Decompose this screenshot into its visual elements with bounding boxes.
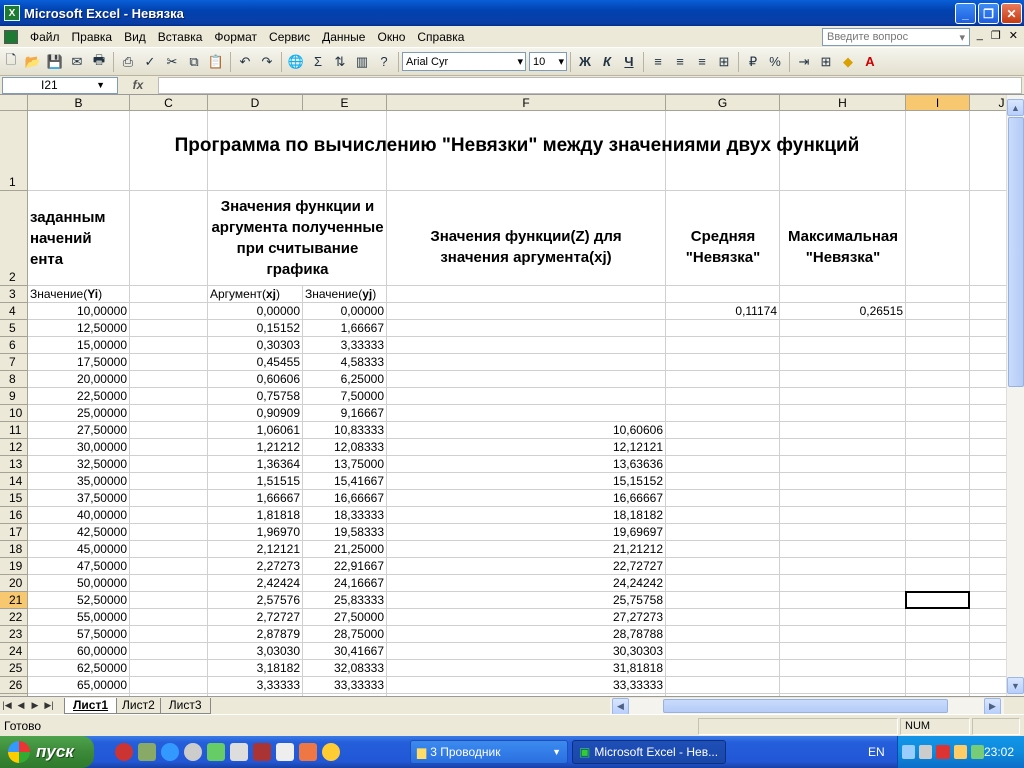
- indent-icon[interactable]: ⇥: [798, 53, 810, 69]
- data-cell[interactable]: 0,15152: [256, 321, 300, 335]
- row-header[interactable]: 8: [0, 371, 28, 388]
- sheet-tab-bar: [0, 696, 1024, 714]
- spelling-icon[interactable]: ✓: [144, 53, 156, 69]
- data-cell[interactable]: 2,72727: [256, 610, 300, 624]
- data-cell[interactable]: 0,45455: [256, 355, 300, 369]
- font-name-select[interactable]: [402, 52, 526, 71]
- underline-button[interactable]: Ч: [624, 54, 634, 69]
- help-icon[interactable]: ?: [380, 54, 388, 69]
- row-header[interactable]: 17: [0, 524, 28, 541]
- data-cell[interactable]: 31,81818: [612, 661, 663, 675]
- tray-app-icon[interactable]: [971, 745, 984, 759]
- row-header[interactable]: 26: [0, 677, 28, 694]
- volume-icon[interactable]: [954, 745, 967, 759]
- data-cell[interactable]: 1,66667: [340, 321, 384, 335]
- avg-residual-value[interactable]: 0,11174: [735, 304, 777, 318]
- data-cell[interactable]: 24,24242: [612, 576, 663, 590]
- name-box-value: I21: [41, 78, 58, 92]
- row-header[interactable]: 13: [0, 456, 28, 473]
- help-question-input[interactable]: [822, 28, 970, 46]
- bold-button[interactable]: Ж: [579, 54, 591, 69]
- data-cell[interactable]: 45,00000: [76, 542, 127, 556]
- data-cell[interactable]: 27,50000: [333, 610, 384, 624]
- menu-tools[interactable]: Сервис: [269, 29, 311, 44]
- header-graph-values: Значения функции и аргумента полученные при считывание графика: [211, 198, 384, 278]
- sheet-title: Программа по вычислению "Невязки" между значениями двух функций: [174, 135, 860, 156]
- formula-input[interactable]: [158, 77, 1022, 94]
- vertical-scroll-thumb[interactable]: [1008, 117, 1024, 387]
- data-cell[interactable]: 2,27273: [256, 559, 300, 573]
- network-icon[interactable]: [902, 745, 915, 759]
- doc-close-icon[interactable]: ✕: [1008, 30, 1018, 42]
- row-header[interactable]: 21: [0, 592, 28, 609]
- sheet-tab-1[interactable]: Лист1: [64, 698, 117, 714]
- menu-bar: [0, 26, 1024, 48]
- taskbar-excel-button[interactable]: [572, 740, 726, 764]
- copy-icon[interactable]: ⧉: [189, 53, 199, 69]
- column-header-h[interactable]: H: [780, 95, 906, 111]
- align-right-icon[interactable]: ≡: [698, 54, 706, 69]
- data-cell[interactable]: 30,00000: [76, 440, 127, 454]
- scroll-down-icon[interactable]: ▼: [1007, 677, 1024, 694]
- windows-taskbar: [0, 736, 1024, 768]
- scroll-up-icon[interactable]: ▲: [1007, 99, 1024, 116]
- data-cell[interactable]: 1,96970: [256, 525, 300, 539]
- first-sheet-icon[interactable]: |◀: [2, 700, 12, 710]
- menu-help[interactable]: Справка: [417, 29, 465, 44]
- data-cell[interactable]: 18,33333: [333, 508, 384, 522]
- row-header[interactable]: 25: [0, 660, 28, 677]
- data-cell[interactable]: 12,08333: [333, 440, 384, 454]
- undo-icon[interactable]: ↶: [239, 53, 251, 69]
- window-title: Microsoft Excel - Невязка: [24, 5, 184, 21]
- header-max-residual: Максимальная "Невязка": [787, 228, 899, 266]
- column-header-b[interactable]: B: [28, 95, 130, 111]
- merge-center-icon[interactable]: ⊞: [718, 53, 730, 69]
- horizontal-scroll-thumb[interactable]: [663, 699, 948, 713]
- menu-format[interactable]: Формат: [214, 29, 258, 44]
- minimize-button[interactable]: _: [955, 3, 976, 24]
- quicklaunch-app-icon[interactable]: [253, 743, 271, 761]
- quicklaunch-app-icon[interactable]: [207, 743, 225, 761]
- font-size-select[interactable]: [529, 52, 567, 71]
- start-button[interactable]: [0, 736, 94, 768]
- menu-file[interactable]: Файл: [30, 29, 60, 44]
- worksheet-grid[interactable]: [0, 95, 1006, 696]
- language-indicator[interactable]: EN: [868, 745, 885, 759]
- sheet-tab-3[interactable]: Лист3: [160, 698, 211, 714]
- windows-logo-icon: [8, 741, 30, 763]
- doc-minimize-icon[interactable]: _: [976, 29, 983, 41]
- data-cell[interactable]: 15,00000: [76, 338, 127, 352]
- prev-sheet-icon[interactable]: ◀: [17, 700, 25, 710]
- borders-icon[interactable]: ⊞: [820, 53, 832, 69]
- column-header-e[interactable]: E: [303, 95, 387, 111]
- data-cell[interactable]: 22,50000: [76, 389, 127, 403]
- row-header[interactable]: 14: [0, 473, 28, 490]
- autosum-icon[interactable]: Σ: [313, 54, 323, 69]
- doc-restore-icon[interactable]: ❐: [990, 30, 1001, 42]
- horizontal-scrollbar[interactable]: [610, 698, 1004, 714]
- data-cell[interactable]: 22,91667: [333, 559, 384, 573]
- taskbar-explorer-button[interactable]: [410, 740, 568, 764]
- data-cell[interactable]: 19,69697: [612, 525, 663, 539]
- paste-icon[interactable]: 📋: [207, 53, 225, 69]
- currency-icon[interactable]: ₽: [748, 53, 758, 69]
- folder-icon: ▆: [417, 745, 427, 759]
- row-header[interactable]: 4: [0, 303, 28, 320]
- data-cell[interactable]: 27,27273: [612, 610, 663, 624]
- row-header[interactable]: 7: [0, 354, 28, 371]
- help-placeholder: Введите вопрос: [827, 31, 909, 43]
- data-cell[interactable]: 13,75000: [333, 457, 384, 471]
- data-cell[interactable]: 7,50000: [340, 389, 384, 403]
- row-header[interactable]: 24: [0, 643, 28, 660]
- font-name-value: Arial Cyr: [406, 55, 449, 68]
- data-cell[interactable]: 16,66667: [333, 491, 384, 505]
- data-cell[interactable]: 0,00000: [256, 304, 300, 318]
- taskbar-explorer-label: 3 Проводник: [430, 745, 501, 759]
- data-cell[interactable]: 28,75000: [333, 627, 384, 641]
- scroll-right-icon[interactable]: ▶: [984, 698, 1001, 715]
- status-num: NUM: [900, 718, 970, 735]
- data-cell[interactable]: 37,50000: [76, 491, 127, 505]
- excel-icon: ▣: [579, 745, 591, 759]
- data-cell[interactable]: 24,16667: [333, 576, 384, 590]
- data-cell[interactable]: 60,00000: [76, 644, 127, 658]
- column-header-f[interactable]: F: [387, 95, 666, 111]
- column-header-g[interactable]: G: [666, 95, 780, 111]
- data-cell[interactable]: 27,50000: [76, 423, 127, 437]
- data-cell[interactable]: 3,03030: [256, 644, 300, 658]
- data-cell[interactable]: 3,18182: [256, 661, 300, 675]
- scroll-left-icon[interactable]: ◀: [612, 698, 629, 715]
- data-cell[interactable]: 15,41667: [333, 474, 384, 488]
- data-cell[interactable]: 50,00000: [76, 576, 127, 590]
- font-size-value: 10: [533, 55, 546, 68]
- data-cell[interactable]: 2,57576: [256, 593, 300, 607]
- quicklaunch-app-icon[interactable]: [230, 743, 248, 761]
- excel-app-icon[interactable]: X: [4, 5, 20, 21]
- data-cell[interactable]: 9,16667: [340, 406, 384, 420]
- new-icon[interactable]: 🗋: [5, 51, 17, 67]
- quicklaunch-ie-icon[interactable]: [161, 743, 179, 761]
- restore-button[interactable]: ❐: [978, 3, 999, 24]
- hyperlink-icon[interactable]: 🌐: [287, 53, 305, 69]
- last-sheet-icon[interactable]: ▶|: [44, 700, 54, 710]
- header-function-z: Значения функции(Z) для значения аргумента(xj): [430, 228, 622, 266]
- row-header[interactable]: 12: [0, 439, 28, 456]
- data-cell[interactable]: 25,83333: [333, 593, 384, 607]
- header-avg-residual: Средняя "Невязка": [685, 228, 761, 266]
- data-cell[interactable]: 15,15152: [612, 474, 663, 488]
- quicklaunch-app-icon[interactable]: [299, 743, 317, 761]
- data-cell[interactable]: 22,72727: [612, 559, 663, 573]
- chevron-down-icon: ▾: [517, 56, 523, 68]
- quicklaunch-opera-icon[interactable]: [115, 743, 133, 761]
- row-header[interactable]: 2: [0, 191, 28, 286]
- data-cell[interactable]: 0,60606: [256, 372, 300, 386]
- data-cell[interactable]: 3,33333: [340, 338, 384, 352]
- data-cell[interactable]: 25,75758: [612, 593, 663, 607]
- row-header[interactable]: 6: [0, 337, 28, 354]
- row-header[interactable]: 1: [0, 111, 28, 191]
- menu-edit[interactable]: Правка: [71, 29, 113, 44]
- data-cell[interactable]: 16,66667: [612, 491, 663, 505]
- data-cell[interactable]: 33,33333: [612, 678, 663, 692]
- workbook-icon[interactable]: [4, 30, 18, 44]
- menu-data[interactable]: Данные: [322, 29, 366, 44]
- system-tray: [897, 736, 1024, 768]
- row-header[interactable]: 23: [0, 626, 28, 643]
- max-residual-value[interactable]: 0,26515: [859, 304, 903, 318]
- select-all-corner[interactable]: [0, 95, 28, 111]
- subheader-argument-xj: Аргумент(xj): [210, 287, 280, 301]
- status-bar: [0, 714, 1024, 736]
- row-header[interactable]: 3: [0, 286, 28, 303]
- data-cell[interactable]: 1,51515: [256, 474, 300, 488]
- data-cell[interactable]: 20,00000: [76, 372, 127, 386]
- data-cell[interactable]: 62,50000: [76, 661, 127, 675]
- fill-color-icon[interactable]: ◆: [843, 53, 853, 69]
- align-left-icon[interactable]: ≡: [654, 54, 662, 69]
- data-cell[interactable]: 33,33333: [333, 678, 384, 692]
- permission-icon[interactable]: ✉: [71, 53, 83, 69]
- column-header-c[interactable]: C: [130, 95, 208, 111]
- tray-app-icon[interactable]: [936, 745, 949, 759]
- menu-insert[interactable]: Вставка: [157, 29, 203, 44]
- data-cell[interactable]: 0,00000: [340, 304, 384, 318]
- quicklaunch-media-icon[interactable]: [184, 743, 202, 761]
- column-header-d[interactable]: D: [208, 95, 303, 111]
- data-cell[interactable]: 18,18182: [612, 508, 663, 522]
- data-cell[interactable]: 40,00000: [76, 508, 127, 522]
- sort-icon[interactable]: ⇅: [334, 53, 346, 69]
- data-cell[interactable]: 4,58333: [340, 355, 384, 369]
- data-cell[interactable]: 1,81818: [256, 508, 300, 522]
- data-cell[interactable]: 21,25000: [333, 542, 384, 556]
- row-header[interactable]: 9: [0, 388, 28, 405]
- italic-button[interactable]: К: [603, 54, 611, 69]
- chevron-down-icon[interactable]: ▼: [96, 80, 105, 90]
- chart-icon[interactable]: ▥: [355, 53, 369, 69]
- data-cell[interactable]: 10,00000: [76, 304, 127, 318]
- data-cell[interactable]: 28,78788: [612, 627, 663, 641]
- data-cell[interactable]: 57,50000: [76, 627, 127, 641]
- quicklaunch-app-icon[interactable]: [322, 743, 340, 761]
- chevron-down-icon: ▼: [552, 747, 561, 757]
- data-cell[interactable]: 1,06061: [256, 423, 300, 437]
- subheader-value-yj: Значение(yj): [305, 287, 377, 301]
- data-cell[interactable]: 17,50000: [76, 355, 127, 369]
- row-header[interactable]: 22: [0, 609, 28, 626]
- font-color-icon[interactable]: A: [865, 54, 875, 69]
- formula-bar: [0, 76, 1024, 95]
- data-cell[interactable]: 13,63636: [612, 457, 663, 471]
- data-cell[interactable]: 2,12121: [256, 542, 300, 556]
- cut-icon[interactable]: ✂: [166, 53, 178, 69]
- data-cell[interactable]: 25,00000: [76, 406, 127, 420]
- data-cell[interactable]: 1,66667: [256, 491, 300, 505]
- close-button[interactable]: ✕: [1001, 3, 1022, 24]
- data-cell[interactable]: 21,21212: [612, 542, 663, 556]
- data-cell[interactable]: 42,50000: [76, 525, 127, 539]
- data-cell[interactable]: 35,00000: [76, 474, 127, 488]
- data-cell[interactable]: 19,58333: [333, 525, 384, 539]
- vertical-scrollbar[interactable]: [1006, 95, 1024, 696]
- row-header[interactable]: 10: [0, 405, 28, 422]
- data-cell[interactable]: 12,12121: [612, 440, 663, 454]
- data-cell[interactable]: 2,87879: [256, 627, 300, 641]
- print-icon[interactable]: ⎙: [122, 53, 134, 69]
- data-cell[interactable]: 32,08333: [333, 661, 384, 675]
- data-cell[interactable]: 0,30303: [256, 338, 300, 352]
- data-cell[interactable]: 30,41667: [333, 644, 384, 658]
- header-given-values: заданным начений ента: [30, 209, 106, 268]
- row-header[interactable]: 20: [0, 575, 28, 592]
- chevron-down-icon: ▾: [558, 56, 564, 68]
- clock: 23:02: [983, 745, 1014, 759]
- status-panel: [972, 718, 1020, 735]
- tray-app-icon[interactable]: [919, 745, 932, 759]
- data-cell[interactable]: 55,00000: [76, 610, 127, 624]
- row-header[interactable]: 15: [0, 490, 28, 507]
- insert-function-icon[interactable]: fx: [132, 78, 144, 92]
- row-header[interactable]: 19: [0, 558, 28, 575]
- quicklaunch-app-icon[interactable]: [138, 743, 156, 761]
- data-cell[interactable]: 65,00000: [76, 678, 127, 692]
- taskbar-excel-label: Microsoft Excel - Нев...: [594, 745, 719, 759]
- data-cell[interactable]: 2,42424: [256, 576, 300, 590]
- row-header[interactable]: 11: [0, 422, 28, 439]
- standard-toolbar: [0, 48, 1024, 76]
- data-cell[interactable]: 0,75758: [256, 389, 300, 403]
- data-cell[interactable]: 32,50000: [76, 457, 127, 471]
- row-header[interactable]: 16: [0, 507, 28, 524]
- data-cell[interactable]: 30,30303: [612, 644, 663, 658]
- name-box[interactable]: [2, 77, 118, 94]
- data-cell[interactable]: 10,83333: [333, 423, 384, 437]
- data-cell[interactable]: 12,50000: [76, 321, 127, 335]
- subheader-value-yi: Значение(Yi): [30, 287, 103, 301]
- print-preview-icon[interactable]: 🖶: [92, 51, 106, 67]
- row-header[interactable]: 5: [0, 320, 28, 337]
- row-header[interactable]: 18: [0, 541, 28, 558]
- data-cell[interactable]: 10,60606: [612, 423, 663, 437]
- column-header-j[interactable]: J: [970, 95, 1006, 111]
- status-ready: Готово: [4, 718, 42, 733]
- open-icon[interactable]: 📂: [24, 53, 42, 69]
- menu-view[interactable]: Вид: [124, 29, 146, 44]
- column-header-i[interactable]: I: [906, 95, 970, 111]
- data-cell[interactable]: 52,50000: [76, 593, 127, 607]
- sheet-tab-2[interactable]: Лист2: [113, 698, 164, 714]
- redo-icon[interactable]: ↷: [261, 53, 273, 69]
- data-cell[interactable]: 1,36364: [256, 457, 300, 471]
- next-sheet-icon[interactable]: ▶: [31, 700, 39, 710]
- data-cell[interactable]: 1,21212: [256, 440, 300, 454]
- data-cell[interactable]: 0,90909: [256, 406, 300, 420]
- chevron-down-icon[interactable]: ▾: [959, 31, 965, 44]
- window-titlebar: [0, 0, 1024, 26]
- menu-window[interactable]: Окно: [377, 29, 406, 44]
- start-label: пуск: [36, 742, 74, 761]
- data-cell[interactable]: 6,25000: [340, 372, 384, 386]
- quicklaunch-app-icon[interactable]: [276, 743, 294, 761]
- save-icon[interactable]: 💾: [46, 53, 64, 69]
- data-cell[interactable]: 47,50000: [76, 559, 127, 573]
- status-panel: [698, 718, 898, 735]
- data-cell[interactable]: 3,33333: [256, 678, 300, 692]
- active-cell-cursor[interactable]: [905, 591, 970, 609]
- percent-button[interactable]: %: [769, 54, 781, 69]
- align-center-icon[interactable]: ≡: [676, 54, 684, 69]
